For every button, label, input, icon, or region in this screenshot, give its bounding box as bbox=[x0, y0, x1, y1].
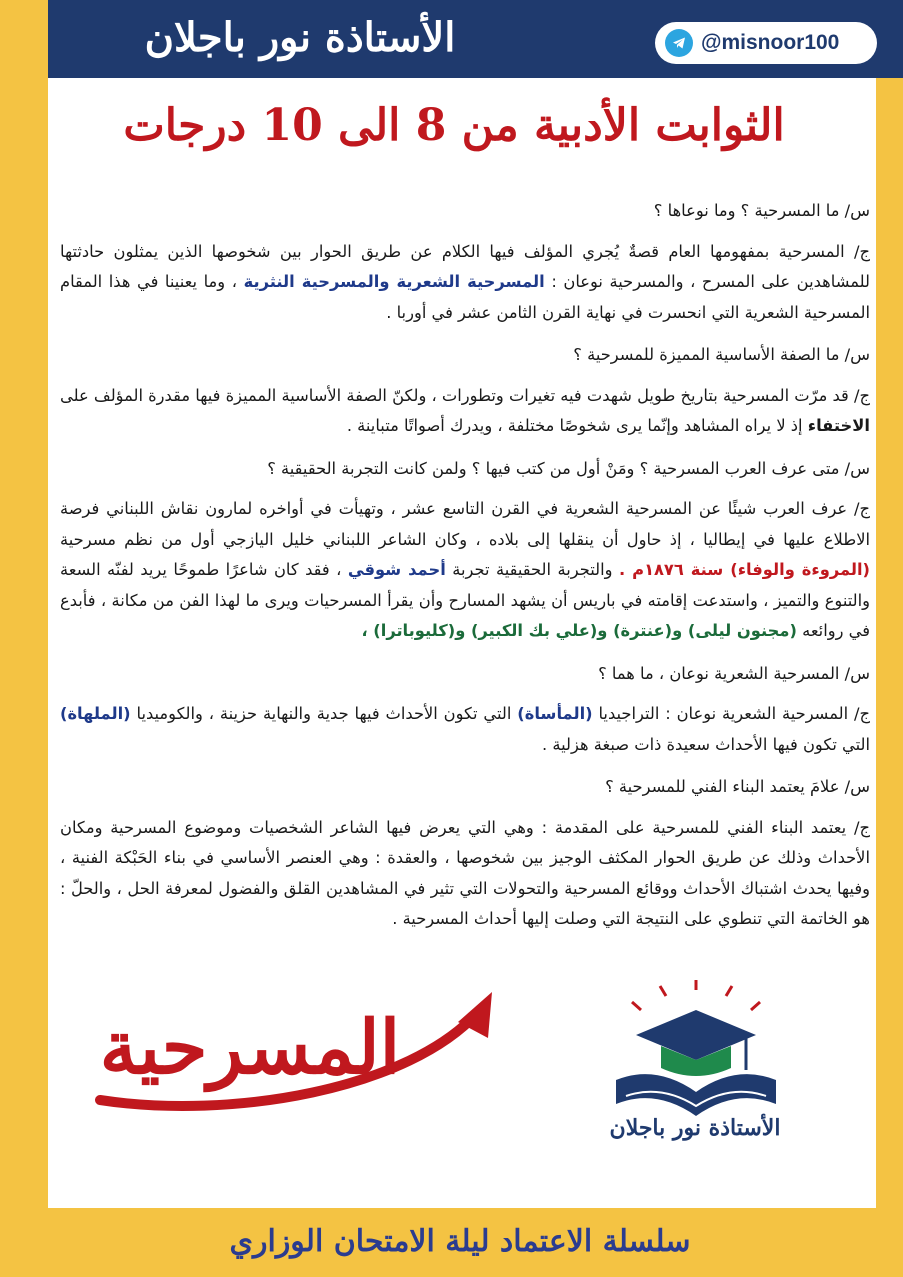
question-1: س/ ما المسرحية ؟ وما نوعاها ؟ bbox=[653, 201, 870, 220]
highlight-text: المسرحية الشعرية والمسرحية النثرية bbox=[243, 272, 545, 291]
qa-content bbox=[60, 196, 870, 947]
highlight-text: أحمد شوقي bbox=[347, 560, 446, 579]
theme-word: المسرحية bbox=[99, 1005, 401, 1091]
answer-text: ، وما يعنينا في هذا المقام المسرحية الشعرية التي انحسرت في نهاية القرن الثامن عشر في أوربا . bbox=[60, 272, 870, 322]
answer-text: والتجربة الحقيقية تجربة bbox=[452, 560, 613, 579]
series-title: سلسلة الاعتماد ليلة الامتحان الوزاري bbox=[229, 1224, 691, 1259]
answer-5: ج/ يعتمد البناء الفني للمسرحية على المقدمة : وهي التي يعرض فيها الشاعر الشخصيات وموضوع المسرحية ومكان الأحداث وذلك عن طريق الحوار المكثف الوجيز بين شخوصها ، والعقدة : وهي العنصر الأساسي في بناء الحَبْكة الفنية ، وفيها يحدث اشتباك الأحداث ووقائع المسرحية والتحولات التي تثير في المشاهدين القلق والفضول لمعرفة الحل ، والحلّ : هو الخاتمة التي تنطوي على النتيجة التي وصلت إليها أحداث المسرحية . bbox=[60, 817, 870, 928]
answer-text: التي تكون الأحداث فيها جدية والنهاية حزينة ، والكوميديا bbox=[136, 704, 512, 723]
page-headline: الثوابت الأدبية من 8 الى 10 درجات bbox=[123, 100, 785, 151]
question-5: س/ علامَ يعتمد البناء الفني للمسرحية ؟ bbox=[605, 777, 870, 796]
logo-caption: الأستاذة نور باجلان bbox=[609, 1115, 781, 1141]
telegram-handle-badge[interactable] bbox=[655, 22, 877, 64]
answer-3 bbox=[60, 494, 870, 647]
answer-text: ج/ المسرحية بمفهومها العام قصةٌ يُجري المؤلف فيها الكلام عن طريق الحوار بين شخوصها الذين يمثلون حادثتها للمشاهدين على المسرح ، والمسرحية نوعان : bbox=[60, 241, 870, 291]
question-4: س/ المسرحية الشعرية نوعان ، ما هما ؟ bbox=[598, 663, 870, 683]
question-3: س/ متى عرف العرب المسرحية ؟ ومَنْ أول من كتب فيها ؟ ولمن كانت التجربة الحقيقية ؟ bbox=[267, 458, 870, 478]
answer-text: إذ لا يراه المشاهد وإنّما يرى شخوصًا مختلفة ، ويدرك أصواتًا متباينة . bbox=[346, 416, 803, 435]
question-2: س/ ما الصفة الأساسية المميزة للمسرحية ؟ bbox=[573, 345, 870, 364]
author-title: الأستاذة نور باجلان bbox=[144, 14, 456, 61]
answer-text: ، فقد كان شاعرًا طموحًا يريد لفنّه السعة والتنوع والتميز ، واستدعت إقامته في باريس أن يشهد المسارح وأن يقرأ المسرحيات ويرى ما لهذا الفن من مكانة ، فأبدع في روائعه bbox=[60, 560, 870, 640]
highlight-text: (المروءة والوفاء) سنة ١٨٧٦م . bbox=[618, 560, 870, 579]
answer-text: التي تكون فيها الأحداث سعيدة ذات صبغة هزلية . bbox=[542, 734, 870, 754]
answer-4 bbox=[60, 699, 870, 760]
highlight-text: الاختفاء bbox=[807, 416, 870, 435]
graduation-book-logo-icon bbox=[596, 980, 796, 1130]
telegram-handle: @misnoor100 bbox=[701, 31, 840, 54]
answer-2 bbox=[60, 381, 870, 442]
highlight-text: (مجنون ليلى) و(عنترة) و(علي بك الكبير) و(كليوباترا) ، bbox=[361, 621, 797, 640]
answer-text: ج/ قد مرّت المسرحية بتاريخ طويل شهدت فيه تغيرات وتطورات ، ولكنّ الصفة الأساسية المميزة فيها مقدرة المؤلف على bbox=[60, 385, 870, 405]
answer-text: ج/ عرف العرب شيئًا عن المسرحية الشعرية في القرن التاسع عشر ، وتهيأت في أواخره لمارون نقاش اللبناني فرصة الاطلاع عليها في إيطاليا ، إذ حاول أن ينقلها إلى بلاده ، وكان الشاعر اللبناني خليل اليازجي أول من نظم مسرحية bbox=[60, 499, 870, 549]
telegram-icon bbox=[665, 29, 693, 57]
highlight-text: (الملهاة) bbox=[60, 704, 131, 723]
left-decor-strip bbox=[0, 0, 48, 1277]
answer-1 bbox=[60, 237, 870, 329]
answer-text: ج/ المسرحية الشعرية نوعان : التراجيديا bbox=[598, 704, 870, 723]
highlight-text: (المأساة) bbox=[517, 704, 593, 723]
